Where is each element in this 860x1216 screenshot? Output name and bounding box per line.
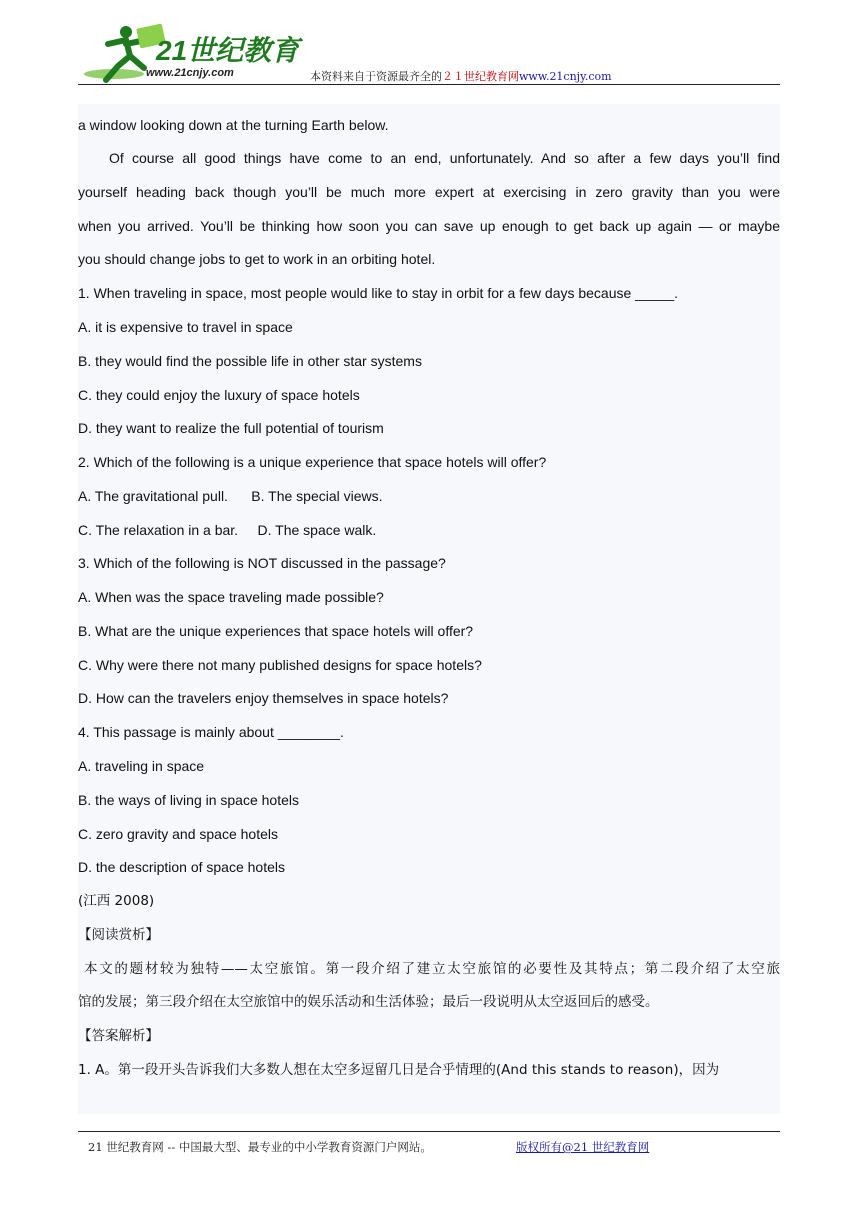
question-1: 1. When traveling in space, most people would like to stay in orbit for a few days because _____. (78, 285, 679, 301)
question-4-option-b: B. the ways of living in space hotels (78, 792, 300, 808)
section-heading-answer-analysis: 【答案解析】 (78, 1028, 159, 1044)
paragraph-line: a window looking down at the turning Earth below. (78, 117, 389, 133)
section-heading-reading-appreciation: 【阅读赏析】 (78, 927, 159, 943)
paragraph-line: when you arrived. You’ll be thinking how soon you can save up enough to get back up again — or maybe (78, 218, 780, 234)
svg-text:www.21cnjy.com: www.21cnjy.com (146, 67, 234, 79)
svg-text:21世纪教育: 21世纪教育 (156, 35, 300, 66)
question-3-option-c: C. Why were there not many published designs for space hotels? (78, 657, 482, 673)
paragraph-line: 馆的发展；第三段介绍在太空旅馆中的娱乐活动和生活体验；最后一段说明从太空返回后的感受。 (78, 994, 659, 1010)
question-3-option-b: B. What are the unique experiences that space hotels will offer? (78, 623, 474, 639)
question-2: 2. Which of the following is a unique experience that space hotels will offer? (78, 454, 547, 470)
question-1-option-b: B. they would find the possible life in other star systems (78, 353, 422, 369)
question-4-option-c: C. zero gravity and space hotels (78, 826, 278, 842)
header-url-link[interactable]: www.21cnjy.com (519, 70, 612, 83)
footer-divider (78, 1131, 780, 1132)
question-2-options-ab: A. The gravitational pull. B. The special views. (78, 488, 383, 504)
question-3-option-d: D. How can the travelers enjoy themselves in space hotels? (78, 690, 449, 706)
document-body (78, 104, 780, 1114)
paragraph-line: yourself heading back though you’ll be much more expert at exercising in zero gravity than you were (78, 184, 780, 200)
question-4-option-d: D. the description of space hotels (78, 859, 286, 875)
header-notice: 本资料来自于资源最齐全的２１世纪教育网www.21cnjy.com (310, 70, 612, 83)
question-1-option-a: A. it is expensive to travel in space (78, 319, 293, 335)
paragraph-line: you should change jobs to get to work in an orbiting hotel. (78, 251, 436, 267)
answer-line: 1. A。第一段开头告诉我们大多数人想在太空多逗留几日是合乎情理的(And this stands to reason)，因为 (78, 1062, 720, 1078)
footer-text: 21 世纪教育网 -- 中国最大型、最专业的中小学教育资源门户网站。 (88, 1140, 432, 1154)
question-4-option-a: A. traveling in space (78, 758, 205, 774)
paragraph-line: 本文的题材较为独特——太空旅馆。第一段介绍了建立太空旅馆的必要性及其特点；第二段介绍了太空旅 (78, 961, 780, 977)
question-3-option-a: A. When was the space traveling made possible? (78, 589, 384, 605)
paragraph-line: Of course all good things have come to an end, unfortunately. And so after a few days you’ll find (109, 150, 780, 166)
question-1-option-d: D. they want to realize the full potential of tourism (78, 420, 384, 436)
header-divider (78, 84, 780, 85)
footer-copyright-link[interactable]: 版权所有@21 世纪教育网 (516, 1140, 650, 1154)
source-note: (江西 2008) (78, 893, 155, 909)
logo-21cnjy (78, 22, 308, 86)
question-3: 3. Which of the following is NOT discussed in the passage? (78, 555, 446, 571)
question-1-option-c: C. they could enjoy the luxury of space hotels (78, 387, 360, 403)
question-4: 4. This passage is mainly about ________. (78, 724, 344, 740)
question-2-options-cd: C. The relaxation in a bar. D. The space walk. (78, 522, 377, 538)
